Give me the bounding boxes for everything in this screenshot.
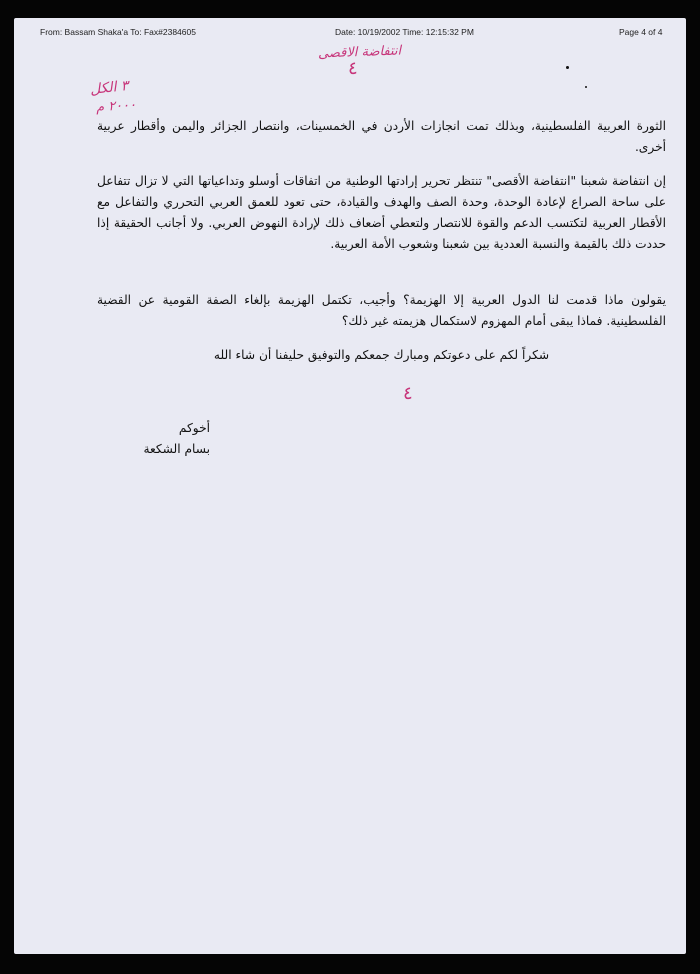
signoff-name: بسام الشكعة	[143, 442, 210, 456]
handwritten-top-note: انتفاضة الاقصى	[317, 43, 402, 62]
letter-signoff	[90, 418, 210, 460]
letter-paragraph-1: الثورة العربية الفلسطينية، وبذلك تمت انجازات الأردن في الخمسينات، وانتصار الجزائر واليمن وأقطار عربية أخرى.	[97, 119, 666, 154]
signoff-greeting: أخوكم	[178, 421, 210, 435]
handwritten-middle-mark: ٤	[403, 383, 413, 404]
scan-speck	[585, 86, 587, 88]
letter-thanks-line: شكراً لكم على دعوتكم ومبارك جمعكم والتوفيق حليفنا أن شاء الله	[213, 348, 550, 362]
fax-page-number: Page 4 of 4	[619, 27, 663, 37]
fax-paper-sheet	[14, 18, 686, 954]
handwritten-left-note-1: ٣ الكل	[89, 78, 130, 98]
fax-header	[0, 27, 700, 41]
handwritten-left-note-2: ٢٠٠٠ م	[95, 97, 137, 116]
fax-from-to: From: Bassam Shaka'a To: Fax#2384605	[40, 27, 196, 37]
letter-paragraph-3: يقولون ماذا قدمت لنا الدول العربية إلا الهزيمة؟ وأجيب، تكتمل الهزيمة بإلغاء الصفة القومية عن القضية الفلسطينية. فماذا يبقى أمام المهزوم لاستكمال هزيمته غير ذلك؟	[97, 293, 666, 328]
letter-paragraph-2: إن انتفاضة شعبنا "انتفاضة الأقصى" تنتظر تحرير إرادتها الوطنية من اتفاقات أوسلو وتداعياتها التي لا تزال تتفاعل على ساحة الصراع لإعادة الوحدة، وحدة الصف والهدف والقيادة، حتى تعود للعمق العربي التحرري والتفاعل مع الأقطار العربية لتكتسب الدعم والقوة للانتصار ولتعطي أضعاف ذلك لإرادة النهوض العربي. ولا أجانب الحقيقة إذا حددت ذلك بالقيمة والنسبة العددية بين شعبنا وشعوب الأمة العربية.	[97, 174, 666, 251]
fax-date-time: Date: 10/19/2002 Time: 12:15:32 PM	[335, 27, 474, 37]
handwritten-top-mark: ٤	[348, 58, 358, 79]
scan-speck	[566, 66, 569, 69]
